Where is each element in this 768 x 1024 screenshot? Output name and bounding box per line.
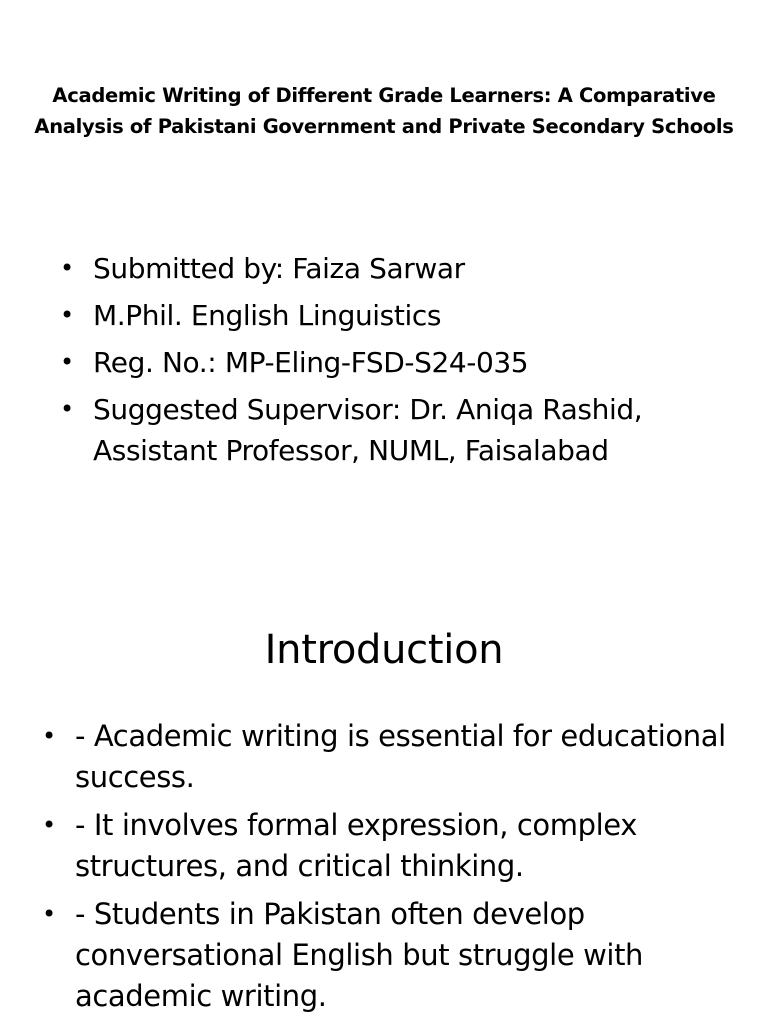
submitted-by-text: Submitted by: Faiza Sarwar — [93, 252, 465, 285]
section-heading-introduction: Introduction — [264, 627, 504, 673]
title-line-2: Analysis of Pakistani Government and Private Secondary Schools — [34, 115, 734, 138]
bullet-icon: • — [42, 722, 56, 750]
list-item — [42, 894, 742, 1017]
list-item — [42, 716, 742, 798]
registration-number-text: Reg. No.: MP-Eling-FSD-S24-035 — [93, 346, 529, 379]
bullet-icon: • — [42, 900, 56, 928]
intro-point-text: - It involves formal expression, complex structures, and critical thinking. — [75, 808, 637, 883]
bullet-icon: • — [60, 254, 74, 282]
bullet-icon: • — [60, 348, 74, 376]
supervisor-text: Suggested Supervisor: Dr. Aniqa Rashid, Assistant Professor, NUML, Faisalabad — [93, 393, 643, 467]
bullet-icon: • — [60, 301, 74, 329]
submission-info-list — [60, 248, 720, 477]
list-item — [60, 248, 720, 289]
list-item — [42, 805, 742, 887]
bullet-icon: • — [60, 395, 74, 423]
bullet-icon: • — [42, 811, 56, 839]
list-item — [60, 295, 720, 336]
degree-text: M.Phil. English Linguistics — [93, 299, 442, 332]
introduction-list — [42, 716, 742, 1024]
list-item — [60, 389, 720, 471]
title-line-1: Academic Writing of Different Grade Learners: A Comparative — [52, 84, 716, 107]
intro-point-text: - Academic writing is essential for educational success. — [75, 719, 726, 794]
document-title — [0, 80, 768, 142]
intro-point-text: - Students in Pakistan often develop conversational English but struggle with academic writing. — [75, 897, 644, 1013]
list-item — [60, 342, 720, 383]
